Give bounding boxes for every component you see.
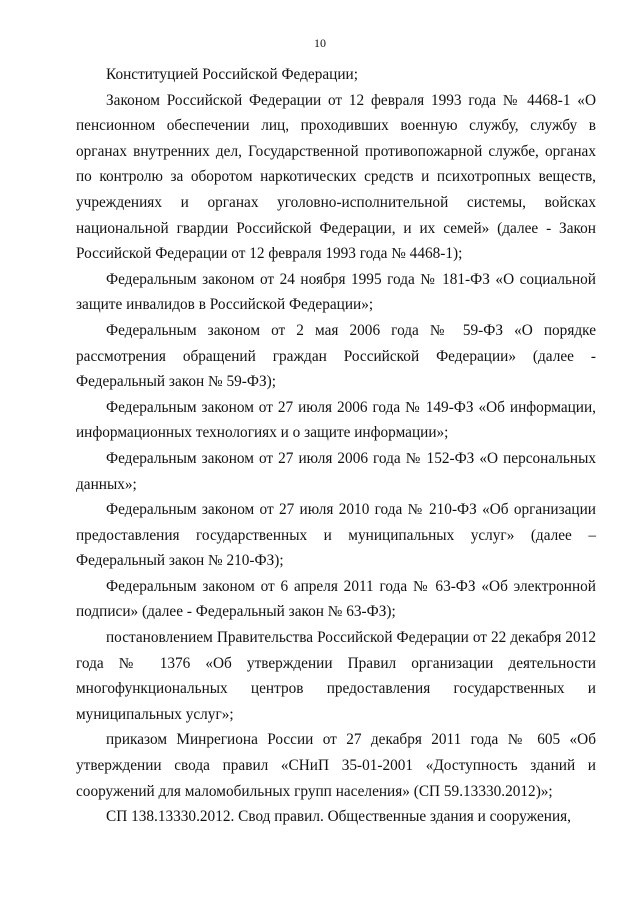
paragraph-resolution-1376: постановлением Правительства Российской Федерации от 22 декабря 2012 года № 1376 «Об утверждении Правил организации деятельности многофункциональных центров предоставления государственных и муниципальных услуг»; xyxy=(76,629,596,723)
document-body xyxy=(76,62,596,830)
paragraph-law-59-fz: Федеральным законом от 2 мая 2006 года № 59-ФЗ «О порядке рассмотрения обращений граждан Российской Федерации» (далее - Федеральный закон № 59-ФЗ); xyxy=(76,321,596,391)
paragraph-constitution: Конституцией Российской Федерации; xyxy=(106,66,358,83)
paragraph-law-149-fz: Федеральным законом от 27 июля 2006 года № 149-ФЗ «Об информации, информационных технологиях и о защите информации»; xyxy=(76,398,596,442)
paragraph-law-210-fz: Федеральным законом от 27 июля 2010 года № 210-ФЗ «Об организации предоставления государственных и муниципальных услуг» (далее – Федеральный закон № 210-ФЗ); xyxy=(76,501,596,570)
paragraph-law-63-fz: Федеральным законом от 6 апреля 2011 года № 63-ФЗ «Об электронной подписи» (далее - Федеральный закон № 63-ФЗ); xyxy=(76,577,596,621)
paragraph-sp-138: СП 138.13330.2012. Свод правил. Общественные здания и сооружения, xyxy=(106,808,571,826)
paragraph-law-4468-1: Законом Российской Федерации от 12 февраля 1993 года № 4468-1 «О пенсионном обеспечении лиц, проходивших военную службу, службу в органах внутренних дел, Государственной противопожарной службе, органах по контролю за оборотом наркотических средств и психотропных веществ, учреждениях и органах уголовно-исполнительной системы, войсках национальной гвардии Российской Федерации, и их семей» (далее - Закон Российской Федерации от 12 февраля 1993 года № 4468-1); xyxy=(76,91,596,263)
paragraph-law-152-fz: Федеральным законом от 27 июля 2006 года № 152-ФЗ «О персональных данных»; xyxy=(76,449,596,493)
paragraph-law-181-fz: Федеральным законом от 24 ноября 1995 года № 181-ФЗ «О социальной защите инвалидов в Российской Федерации»; xyxy=(76,270,596,314)
paragraph-order-605: приказом Минрегиона России от 27 декабря 2011 года № 605 «Об утверждении свода правил «СНиП 35-01-2001 «Доступность зданий и сооружений для маломобильных групп населения» (СП 59.13330.2012)»; xyxy=(76,731,596,800)
page-number: 10 xyxy=(314,36,326,50)
